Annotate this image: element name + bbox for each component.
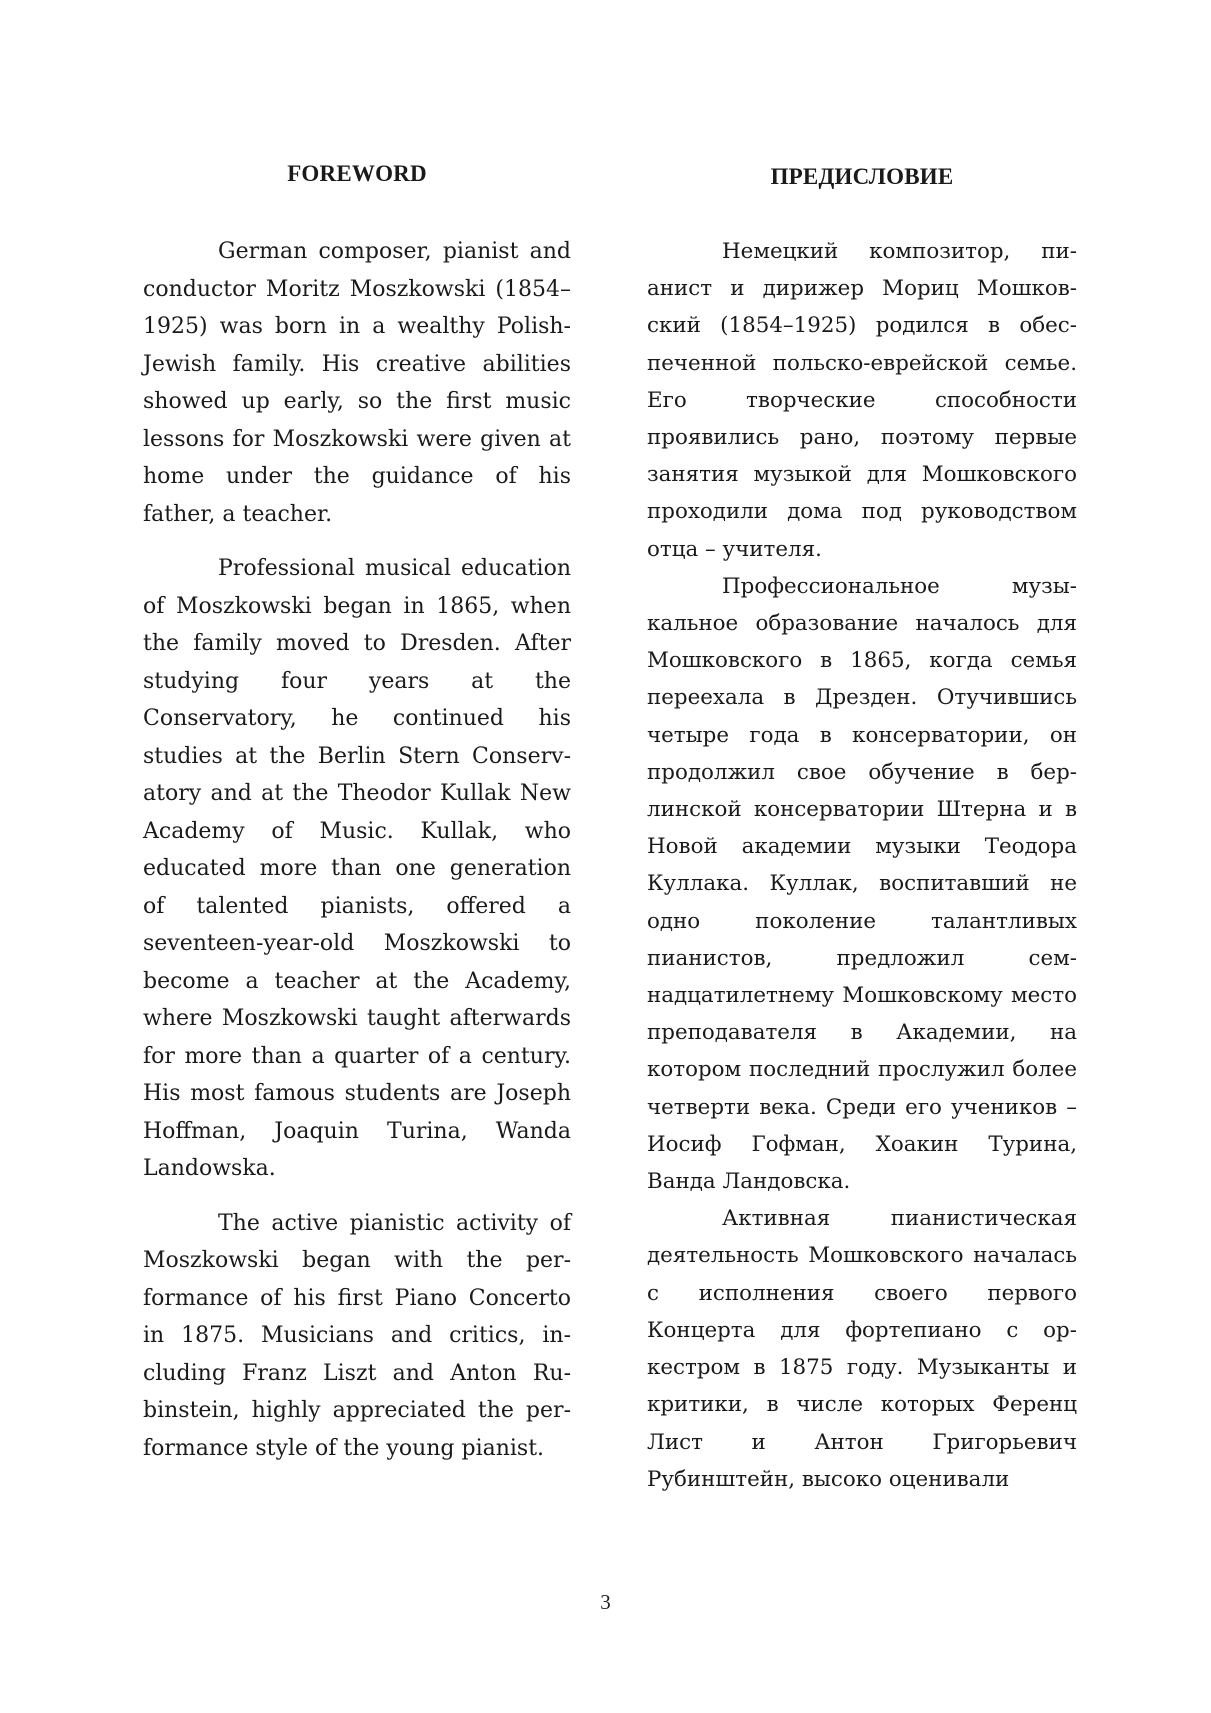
russian-heading: ПРЕДИСЛОВИЕ bbox=[770, 164, 954, 189]
page-number: 3 bbox=[600, 1590, 611, 1614]
russian-paragraph-1: Немецкий композитор, пианист и дирижер Мориц Мошковский (1854–1925) родился в обеспеченной польско-еврейской семье. Его творческие способности проявились рано, поэтому первые занятия музыкой для Мошковского проходили дома под руководством отца – учителя. bbox=[647, 239, 1077, 562]
english-paragraph-3: The active pianistic activity of Moszkowski began with the performance of his first Piano Concerto in 1875. Musicians and critics, including Franz Liszt and Anton Rubinstein, highly appreciated the performance style of the young pianist. bbox=[143, 1210, 571, 1461]
russian-body bbox=[647, 233, 1077, 1498]
russian-paragraph-2: Профессиональное музыкальное образование началось для Мошковского в 1865, когда семья переехала в Дрезден. Отучившись четыре года в консерватории, он продолжил свое обучение в берлинской консерватории Штерна и в Новой академии музыки Теодора Куллака. Куллак, воспитавший не одно поколение талантливых пианистов, предложил семнадцатилетнему Мошковскому место преподавателя в Академии, на котором последний прослужил более четверти века. Среди его учеников – Иосиф Гофман, Хоакин Турина, Ванда Ландовска. bbox=[647, 573, 1077, 1195]
russian-paragraph-3: Активная пианистическая деятельность Мошковского началась с исполнения своего первого Концерта для фортепиано с оркестром в 1875 году. Музыканты и критики, в числе которых Ференц Лист и Антон Григорьевич Рубинштейн, высоко оценивали bbox=[647, 1206, 1077, 1492]
english-heading: FOREWORD bbox=[287, 161, 427, 186]
english-body bbox=[143, 233, 571, 1467]
english-paragraph-1: German composer, pianist and conductor Moritz Moszkowski (1854–1925) was born in a wealthy Polish-Jewish family. His creative abilities showed up early, so the first music lessons for Moszkowski were given at home under the guidance of his father, a teacher. bbox=[143, 239, 571, 527]
english-paragraph-2: Professional musical education of Moszkowski began in 1865, when the family moved to Dresden. After studying four years at the Conservatory, he continued his studies at the Berlin Stern Conservatory and at the Theodor Kullak New Academy of Music. Kullak, who educated more than one generation of talented pianists, offered a seventeen-year-old Moszkowski to become a teacher at the Academy, where Moszkowski taught afterwards for more than a quarter of a century. His most famous students are Joseph Hoffman, Joaquin Turina, Wanda Landowska. bbox=[143, 556, 571, 1181]
